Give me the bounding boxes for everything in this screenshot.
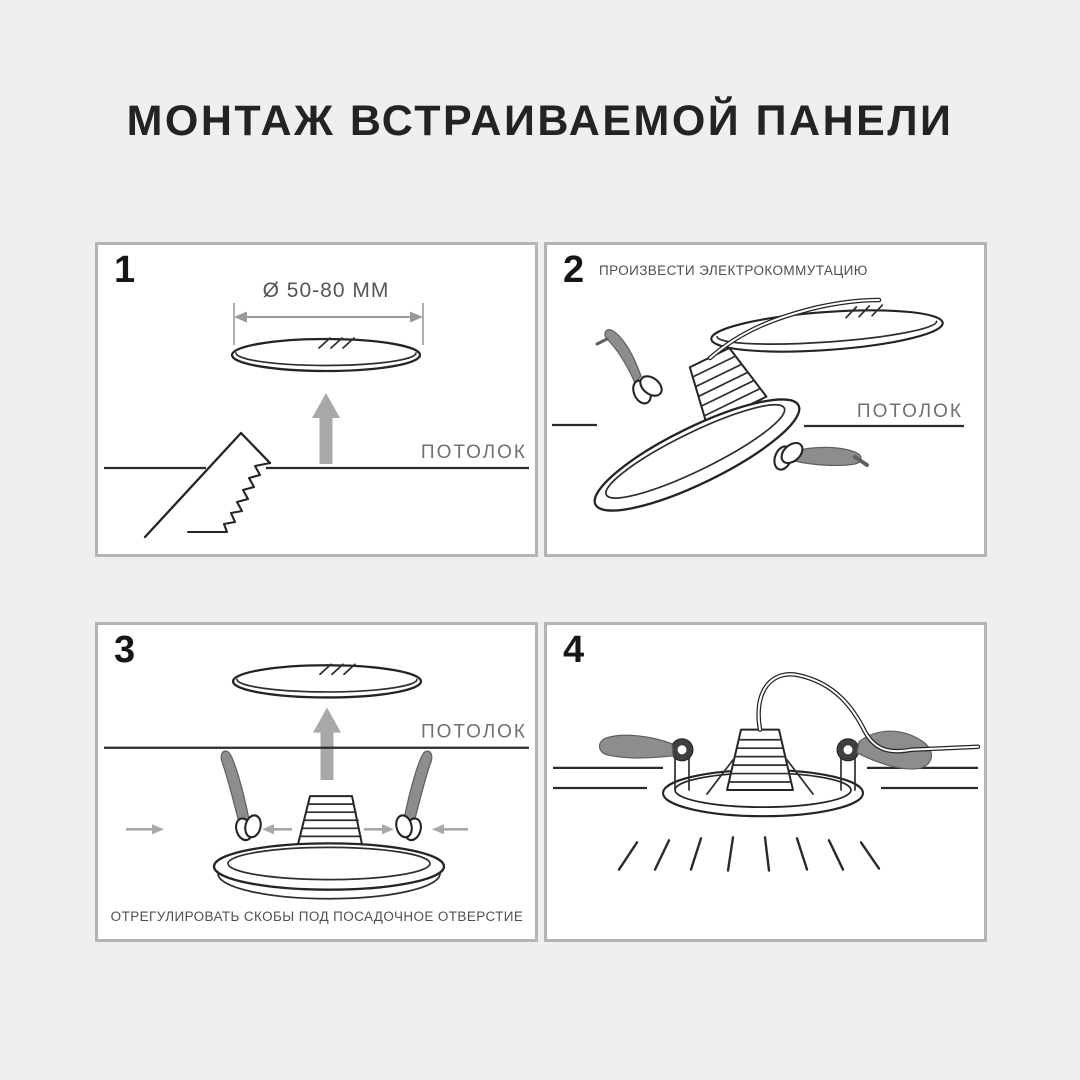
cutting-saw-icon [145,433,270,537]
panel-disc [232,338,420,371]
panel-body [214,843,444,898]
spring-clip-right [771,439,867,472]
led-panel-tilted [559,332,810,530]
step-3-drawing [98,625,535,939]
spring-clip-right [394,751,432,842]
ceiling-label: ПОТОЛОК [420,442,527,463]
step-3-number: 3 [114,629,136,671]
up-arrow-icon [313,708,341,780]
spring-clip-left [597,330,665,407]
step-2-number: 2 [563,249,585,291]
ceiling-label: ПОТОЛОК [856,401,963,422]
step-1-panel [95,242,538,557]
step-4-number: 4 [563,629,585,671]
page-title: МОНТАЖ ВСТРАИВАЕМОЙ ПАНЕЛИ [126,97,954,145]
spring-clip-left-folded [600,735,674,758]
step-4-panel [544,622,987,942]
ceiling-disc [710,301,944,358]
step-3-panel [95,622,538,942]
step-2-drawing [547,245,984,554]
diameter-label: Ø 50-80 ММ [262,279,390,302]
panel-disc [233,664,421,697]
driver-box [298,796,362,844]
step-1-drawing [98,245,535,554]
wire [759,674,978,751]
step-2-panel [544,242,987,557]
up-arrow-icon [312,393,340,464]
ceiling-label: ПОТОЛОК [420,721,527,743]
step-3-caption: ОТРЕГУЛИРОВАТЬ СКОБЫ ПОД ПОСАДОЧНОЕ ОТВЕРСТИЕ [110,908,524,924]
step-1-number: 1 [114,249,136,291]
spring-clip-left [221,751,263,842]
step-4-drawing [547,625,984,939]
light-rays [619,837,879,870]
step-2-caption: ПРОИЗВЕСТИ ЭЛЕКТРОКОММУТАЦИЮ [599,263,868,278]
